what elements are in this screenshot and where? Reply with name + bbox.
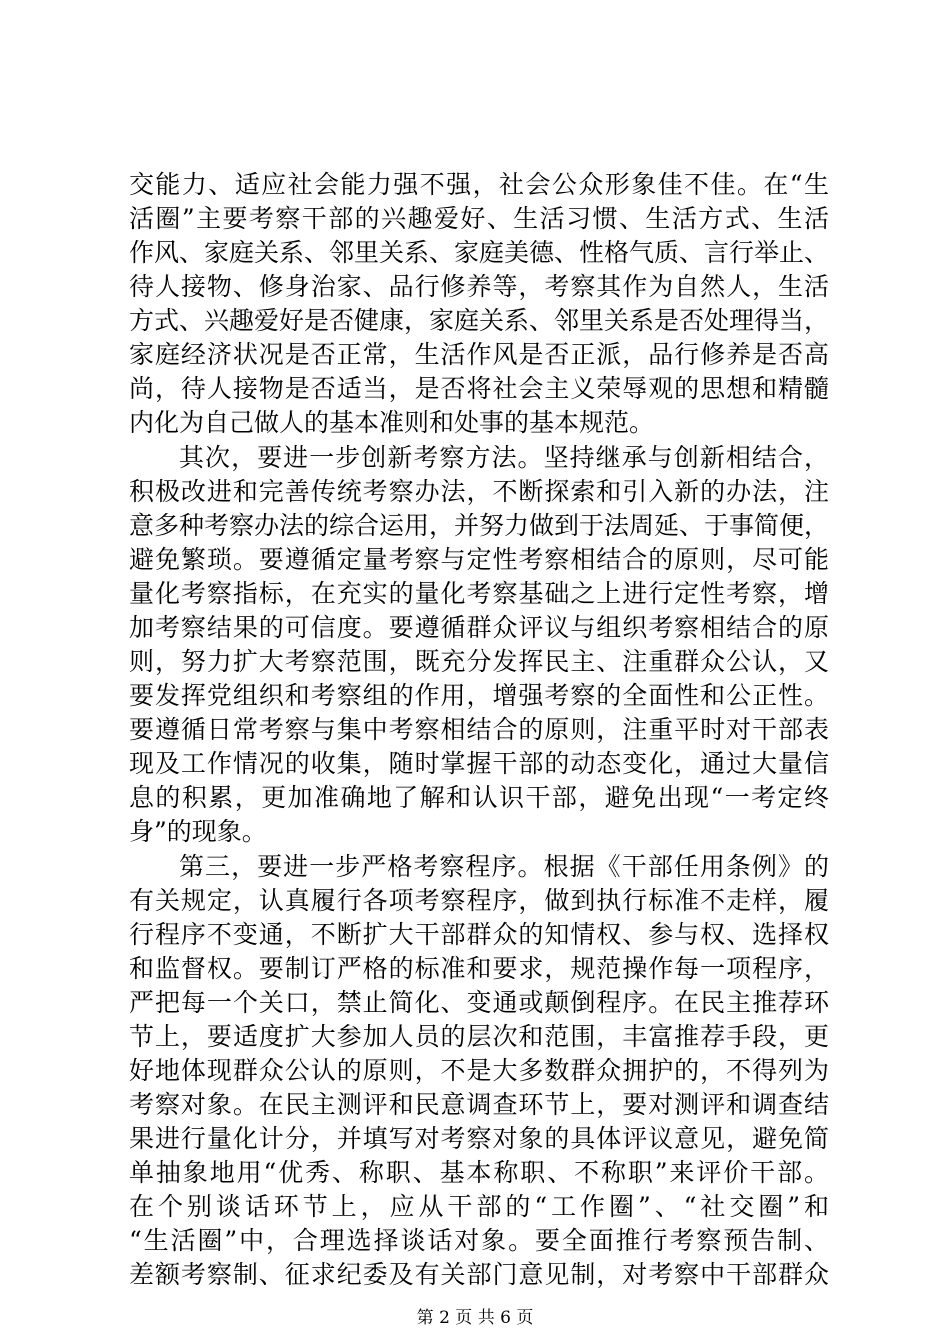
text-line: 活圈”主要考察干部的兴趣爱好、生活习惯、生活方式、生活 — [129, 204, 829, 233]
text-line: 内化为自己做人的基本准则和处事的基本规范。 — [129, 408, 655, 437]
text-line: 有关规定，认真履行各项考察程序，做到执行标准不走样，履 — [129, 886, 829, 915]
text-line: 单抽象地用“优秀、称职、基本称职、不称职”来评价干部。 — [129, 1158, 829, 1187]
text-line: 在个别谈话环节上，应从干部的“工作圈”、“社交圈”和 — [129, 1192, 829, 1221]
text-line: 量化考察指标，在充实的量化考察基础之上进行定性考察，增 — [129, 579, 829, 608]
text-line: 意多种考察办法的综合运用，并努力做到于法周延、于事简便， — [129, 511, 830, 540]
text-line: 好地体现群众公认的原则，不是大多数群众拥护的，不得列为 — [129, 1056, 829, 1085]
text-line: 待人接物、修身治家、品行修养等，考察其作为自然人，生活 — [129, 272, 829, 301]
text-line: 现及工作情况的收集，随时掌握干部的动态变化，通过大量信 — [129, 749, 829, 778]
text-line: “生活圈”中，合理选择谈话对象。要全面推行考察预告制、 — [129, 1226, 829, 1255]
paragraph-first-line: 其次，要进一步创新考察方法。坚持继承与创新相结合， — [179, 443, 829, 472]
text-line: 息的积累，更加准确地了解和认识干部，避免出现“一考定终 — [129, 783, 829, 812]
text-line: 和监督权。要制订严格的标准和要求，规范操作每一项程序， — [129, 954, 829, 983]
text-line: 作风、家庭关系、邻里关系、家庭美德、性格气质、言行举止、 — [129, 238, 830, 267]
page-number: 第 2 页 共 6 页 — [416, 1308, 534, 1328]
text-line: 差额考察制、征求纪委及有关部门意见制，对考察中干部群众 — [129, 1260, 829, 1289]
text-line: 要发挥党组织和考察组的作用，增强考察的全面性和公正性。 — [129, 681, 829, 710]
text-line: 加考察结果的可信度。要遵循群众评议与组织考察相结合的原 — [129, 613, 829, 642]
text-line: 果进行量化计分，并填写对考察对象的具体评议意见，避免简 — [129, 1124, 829, 1153]
text-line: 严把每一个关口，禁止简化、变通或颠倒程序。在民主推荐环 — [129, 988, 829, 1017]
text-line: 避免繁琐。要遵循定量考察与定性考察相结合的原则，尽可能 — [129, 545, 829, 574]
text-line: 行程序不变通，不断扩大干部群众的知情权、参与权、选择权 — [129, 920, 829, 949]
text-line: 方式、兴趣爱好是否健康，家庭关系、邻里关系是否处理得当， — [129, 306, 830, 335]
text-line: 尚，待人接物是否适当，是否将社会主义荣辱观的思想和精髓 — [129, 374, 829, 403]
text-line: 交能力、适应社会能力强不强，社会公众形象佳不佳。在“生 — [129, 170, 829, 199]
text-line: 要遵循日常考察与集中考察相结合的原则，注重平时对干部表 — [129, 715, 829, 744]
text-line: 积极改进和完善传统考察办法，不断探索和引入新的办法，注 — [129, 477, 829, 506]
text-line: 考察对象。在民主测评和民意调查环节上，要对测评和调查结 — [129, 1090, 829, 1119]
text-line: 则，努力扩大考察范围，既充分发挥民主、注重群众公认，又 — [129, 647, 829, 676]
text-line: 身”的现象。 — [129, 817, 267, 846]
text-line: 节上，要适度扩大参加人员的层次和范围，丰富推荐手段，更 — [129, 1022, 829, 1051]
text-line: 家庭经济状况是否正常，生活作风是否正派，品行修养是否高 — [129, 340, 829, 369]
paragraph-first-line: 第三，要进一步严格考察程序。根据《干部任用条例》的 — [179, 852, 829, 881]
